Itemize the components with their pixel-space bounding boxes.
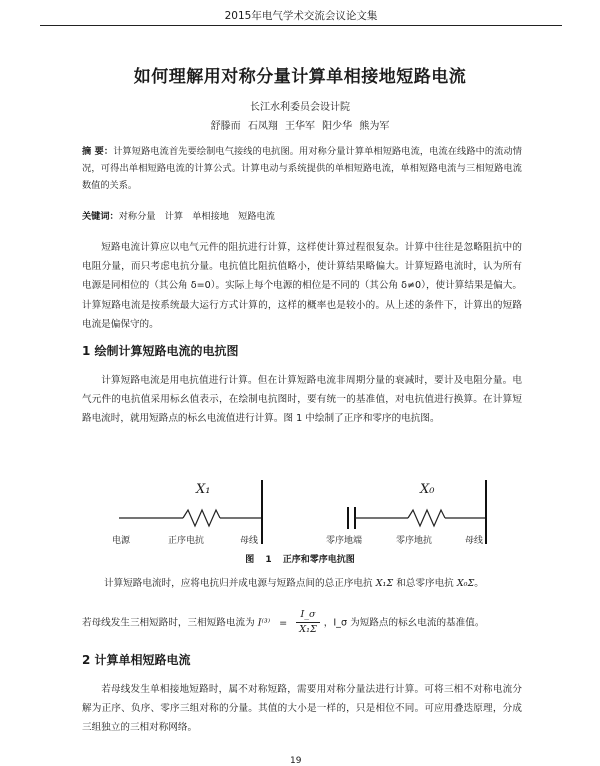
page-number: 19 (290, 756, 302, 766)
label-bus-right: 母线 (465, 536, 484, 546)
keywords-text: 对称分量 计算 单相接地 短路电流 (118, 211, 275, 222)
label-zero-ground-reactance: 零序地抗 (396, 536, 433, 546)
affiliation: 长江水利委员会设计院 (250, 102, 350, 113)
x1-resistor-symbol (183, 510, 220, 526)
figure-1-caption: 图 1 正序和零序电抗图 (245, 555, 355, 565)
formula-1-end: 。 (474, 578, 484, 589)
formula-2-lead: 若母线发生三相短路时，三相短路电流为 (82, 617, 258, 629)
formula-1-text: 计算短路电流时，应将电抗归并成电源与短路点间的总正序电抗 (104, 578, 376, 589)
intro-paragraph: 短路电流计算应以电气元件的阻抗进行计算，这样使计算过程很复杂。计算中往往是忽略阻抗中的电阻分量，而只考虑电抗分量。电抗值比阻抗值略小，使计算结果略偏大。计算短路电流时，认为所有电源是同相位的（其公角 δ=0）。实际上每个电源的相位是不同的（其公角 δ≠0），使计算结果是偏大。计算短路电流是按系统最大运行方式计算的，这样的概率也是较小的。从上述的条件下，计算出的短路电流是偏保守的。 (82, 242, 522, 330)
section-1-heading: 1 绘制计算短路电流的电抗图 (82, 344, 239, 358)
label-zero-ground-end: 零序地端 (326, 536, 363, 546)
formula-line-1 (104, 575, 544, 589)
x0-resistor-symbol (408, 510, 445, 526)
label-positive-reactance: 正序电抗 (168, 536, 205, 546)
label-source: 电源 (112, 536, 131, 546)
authors: 舒滕而 石凤翔 王华军 阳少华 熊为军 (210, 121, 390, 132)
i3-symbol: I⁽³⁾ (257, 617, 271, 629)
fraction-denominator: X₁Σ (299, 624, 317, 635)
label-bus-left: 母线 (240, 536, 259, 546)
x1-label: X₁ (196, 482, 211, 497)
x1-sigma: X₁Σ (375, 578, 394, 589)
formula-line-2 (82, 608, 542, 637)
keywords-label: 关键词： (82, 211, 119, 222)
equals-sign: = (279, 617, 288, 629)
x0-label: X₀ (420, 482, 435, 497)
paper-title: 如何理解用对称分量计算单相接地短路电流 (133, 67, 467, 87)
running-header: 2015年电气学术交流会议论文集 (224, 10, 378, 22)
formula-2-tail: ，I_σ 为短路点的标幺电流的基准值。 (323, 617, 485, 629)
abstract-text: 计算短路电流首先要绘制电气接线的电抗图。用对称分量计算单相短路电流，电流在线路中的流动情况，可得出单相短路电流的计算公式。计算电动与系统提供的单相短路电流，单相短路电流与三相短路电流数值的关系。 (82, 146, 522, 192)
abstract-label: 摘 要： (82, 146, 114, 157)
fraction (296, 608, 319, 637)
section-2-paragraph: 若母线发生单相接地短路时，属不对称短路，需要用对称分量法进行计算。可将三相不对称电流分解为正序、负序、零序三组对称的分量。其值的大小是一样的，只是相位不同。可应用叠迭原理，分成三组独立的三相对称网络。 (82, 684, 522, 734)
section-2-heading: 2 计算单相短路电流 (82, 653, 191, 667)
section-1-paragraph: 计算短路电流是用电抗值进行计算。但在计算短路电流非周期分量的衰减时，要计及电阻分量。电气元件的电抗值采用标幺值表示，在绘制电抗图时，要有统一的基准值，对电抗值进行换算。在计算短路电流时，就用短路点的标幺电流值进行计算。图 1 中绘制了正序和零序的电抗图。 (82, 375, 522, 425)
x0-sigma: X₀Σ (456, 578, 475, 589)
fraction-numerator: I_σ (296, 608, 319, 623)
formula-1-mid: 和总零序电抗 (393, 578, 457, 589)
